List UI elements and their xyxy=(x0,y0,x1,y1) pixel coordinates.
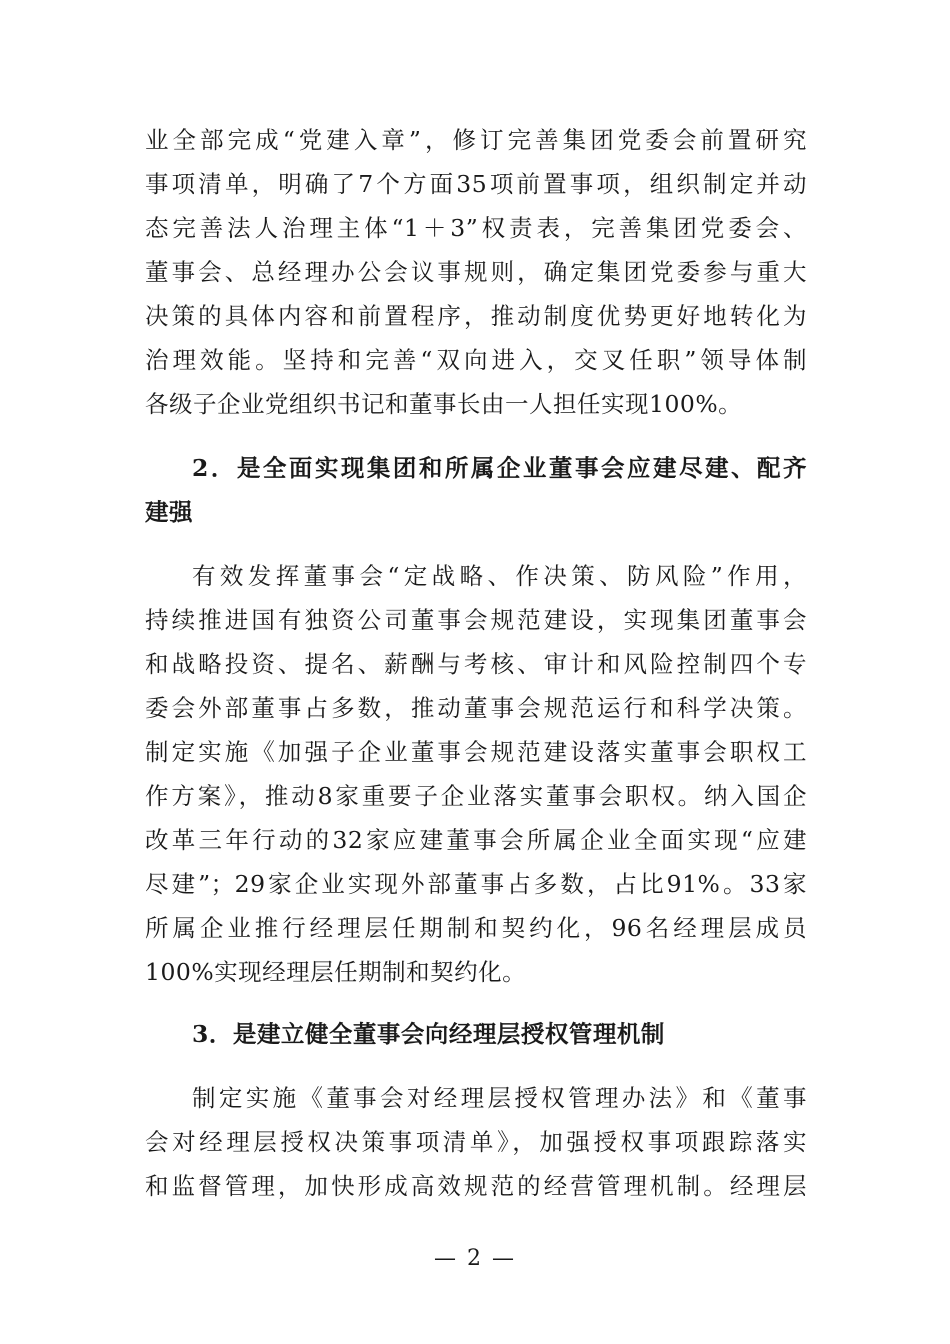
paragraph-line: 制定实施《董事会对经理层授权管理办法》和《董事 xyxy=(192,1084,807,1112)
heading-line: 2．是全面实现集团和所属企业董事会应建尽建、配齐 xyxy=(192,454,807,482)
paragraph-line: 态完善法人治理主体“1＋3”权责表，完善集团党委会、 xyxy=(145,214,807,242)
paragraph-line: 事项清单，明确了7个方面35项前置事项，组织制定并动 xyxy=(145,170,807,198)
heading-line: 建强 xyxy=(145,498,193,526)
section-heading-2 xyxy=(145,446,807,534)
paragraph-line: 委会外部董事占多数，推动董事会规范运行和科学决策。 xyxy=(145,694,807,722)
heading-line: 3．是建立健全董事会向经理层授权管理机制 xyxy=(192,1020,665,1048)
paragraph-line: 治理效能。坚持和完善“双向进入，交叉任职”领导体制 xyxy=(145,346,807,374)
paragraph-1 xyxy=(145,118,807,426)
paragraph-line: 所属企业推行经理层任期制和契约化，96名经理层成员 xyxy=(145,914,807,942)
paragraph-line: 改革三年行动的32家应建董事会所属企业全面实现“应建 xyxy=(145,826,807,854)
paragraph-line: 持续推进国有独资公司董事会规范建设，实现集团董事会 xyxy=(145,606,807,634)
paragraph-2 xyxy=(145,554,807,994)
paragraph-line: 和监督管理，加快形成高效规范的经营管理机制。经理层 xyxy=(145,1172,807,1200)
section-heading-3 xyxy=(145,1012,807,1056)
paragraph-line: 100%实现经理层任期制和契约化。 xyxy=(145,958,527,986)
paragraph-line: 制定实施《加强子企业董事会规范建设落实董事会职权工 xyxy=(145,738,807,766)
paragraph-line: 决策的具体内容和前置程序，推动制度优势更好地转化为 xyxy=(145,302,807,330)
paragraph-line: 有效发挥董事会“定战略、作决策、防风险”作用， xyxy=(192,562,807,590)
paragraph-line: 会对经理层授权决策事项清单》，加强授权事项跟踪落实 xyxy=(145,1128,807,1156)
page-number: — 2 — xyxy=(434,1246,516,1271)
paragraph-line: 各级子企业党组织书记和董事长由一人担任实现100%。 xyxy=(145,390,743,418)
paragraph-line: 董事会、总经理办公会议事规则，确定集团党委参与重大 xyxy=(145,258,807,286)
paragraph-3 xyxy=(145,1076,807,1208)
paragraph-line: 业全部完成“党建入章”，修订完善集团党委会前置研究 xyxy=(145,126,807,154)
paragraph-line: 和战略投资、提名、薪酬与考核、审计和风险控制四个专 xyxy=(145,650,807,678)
paragraph-line: 尽建”；29家企业实现外部董事占多数，占比91%。33家 xyxy=(145,870,807,898)
paragraph-line: 作方案》，推动8家重要子企业落实董事会职权。纳入国企 xyxy=(145,782,807,810)
